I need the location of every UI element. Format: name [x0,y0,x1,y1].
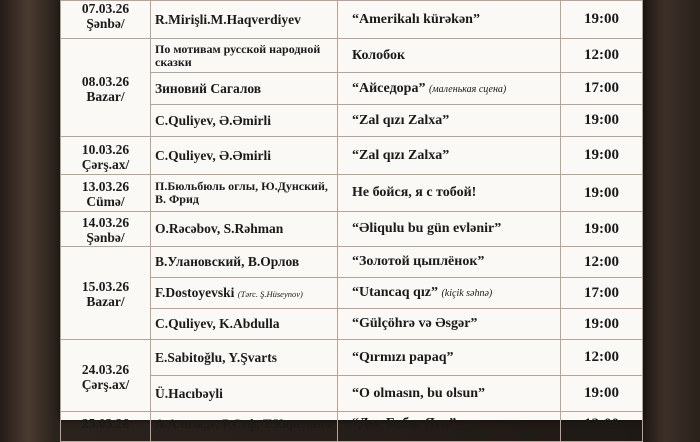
date-cell [61,247,151,340]
author-cell: E.Sabitoğlu, Y.Şvarts [151,340,338,376]
date: 14.03.26 [81,215,130,230]
table-row [61,247,643,278]
date-cell [61,340,151,412]
date-cell [61,412,151,442]
time-cell: 17:00 [561,278,643,309]
title-cell: “Zal qızı Zalxa” [338,105,561,137]
title-cell: “O olmasın, bu olsun” [338,376,561,412]
time-cell: 12:00 [561,340,643,376]
table-row [61,39,643,73]
table-row [61,175,643,212]
time-cell: 19:00 [561,175,643,212]
title-cell: “Gülçöhrə və Əsgər” [338,309,561,340]
title-cell: “Zal qızı Zalxa” [338,137,561,175]
date-cell [61,175,151,212]
author-cell: Ü.Hacıbəyli [151,376,338,412]
translator-note: (Tərc. Ş.Hüseynov) [237,289,303,299]
time-cell: 19:00 [561,212,643,247]
table-row [61,212,643,247]
title-cell: “Две Бабы-Яги” [338,412,561,442]
author-cell: O.Rəcəbov, S.Rəhman [151,212,338,247]
title-text: “Utancaq qız” [352,285,438,300]
author-cell: По мотивам русской народной сказки [151,39,338,73]
table-row [61,412,643,442]
title-cell: “Золотой цыплёнок” [338,247,561,278]
date: 08.03.26 [81,73,130,89]
author-cell: В.Улановский, В.Орлов [151,247,338,278]
title-cell [338,73,561,105]
date: 25.03.26 [81,416,130,431]
table-row [61,137,643,175]
author-cell [151,278,338,309]
table-row [61,1,643,39]
time-cell: 19:00 [561,137,643,175]
time-cell: 17:00 [561,73,643,105]
schedule-table [60,0,643,442]
time-cell: 12:00 [561,412,643,442]
author-cell: П.Бюльбюль оглы, Ю.Дунский, В. Фрид [151,175,338,212]
date-cell [61,39,151,137]
title-cell [338,278,561,309]
weekday: Bazar/ [86,88,125,104]
table-row [61,340,643,376]
weekday: Şənbə/ [86,230,125,245]
author-cell: C.Quliyev, K.Abdulla [151,309,338,340]
date: 15.03.26 [81,279,130,294]
weekday: Çərş.ax/ [81,156,130,172]
title-cell: “Əliqulu bu gün evlənir” [338,212,561,247]
title-cell: Колобок [338,39,561,73]
author-text: F.Dostoyevski [155,285,235,300]
date: 07.03.26 [81,1,130,16]
author-cell: А.Ализаде, Р.Сеф, Т.Карелина [151,412,338,442]
title-cell: “Qırmızı papaq” [338,340,561,376]
title-cell: “Amerikalı kürəkən” [338,1,561,39]
time-cell: 19:00 [561,105,643,137]
title-cell: Не бойся, я с тобой! [338,175,561,212]
author-cell: C.Quliyev, Ə.Əmirli [151,105,338,137]
time-cell: 19:00 [561,1,643,39]
date: 24.03.26 [81,361,130,377]
stage-note: (маленькая сцена) [428,83,507,95]
time-cell: 12:00 [561,39,643,73]
date-cell [61,137,151,175]
date-cell [61,212,151,247]
date: 10.03.26 [81,141,130,157]
date-cell [61,1,151,39]
author-cell: C.Quliyev, Ə.Əmirli [151,137,338,175]
weekday: Bazar/ [86,294,125,309]
time-cell: 19:00 [561,309,643,340]
time-cell: 12:00 [561,247,643,278]
author-cell: Зиновий Сагалов [151,73,338,105]
date: 13.03.26 [81,179,130,194]
weekday: Cümə/ [86,194,125,209]
schedule-sheet [60,0,642,432]
author-cell: R.Mirişli.M.Haqverdiyev [151,1,338,39]
time-cell: 19:00 [561,376,643,412]
weekday: Çərş.ax/ [81,376,130,392]
weekday: Şənbə/ [86,16,125,31]
title-text: “Айседора” [352,80,426,96]
stage-note: (kiçik səhnə) [441,288,493,299]
